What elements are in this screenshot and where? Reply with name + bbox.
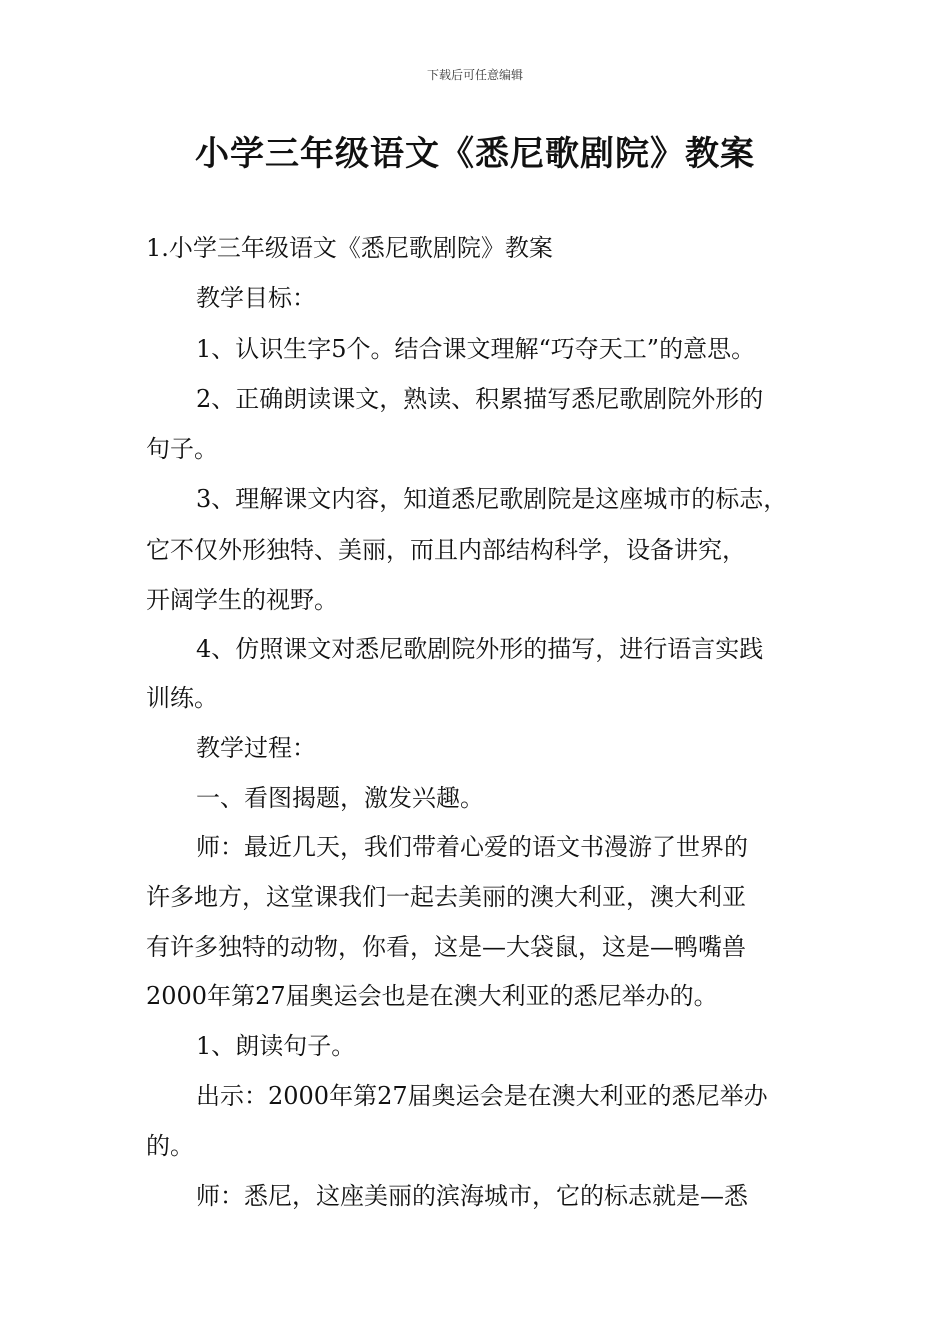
section-heading: 1.小学三年级语文《悉尼歌剧院》教案 bbox=[146, 234, 553, 262]
paragraph-line: 许多地方，这堂课我们一起去美丽的澳大利亚，澳大利亚 bbox=[146, 883, 746, 911]
paragraph-line: 句子。 bbox=[146, 435, 218, 463]
paragraph-line: 的。 bbox=[146, 1132, 194, 1160]
paragraph-line: 一、看图揭题，激发兴趣。 bbox=[196, 784, 484, 812]
paragraph-line: 2、正确朗读课文，熟读、积累描写悉尼歌剧院外形的 bbox=[196, 385, 764, 413]
paragraph-line: 训练。 bbox=[146, 684, 218, 712]
paragraph-line: 1、朗读句子。 bbox=[196, 1032, 356, 1060]
paragraph-line: 教学目标： bbox=[196, 284, 316, 312]
paragraph-line: 师：最近几天，我们带着心爱的语文书漫游了世界的 bbox=[196, 833, 748, 861]
paragraph-line: 出示：2000年第27届奥运会是在澳大利亚的悉尼举办 bbox=[196, 1082, 768, 1110]
paragraph-line: 它不仅外形独特、美丽，而且内部结构科学，设备讲究， bbox=[146, 536, 746, 564]
paragraph-line: 3、理解课文内容，知道悉尼歌剧院是这座城市的标志， bbox=[196, 485, 788, 513]
paragraph-line: 4、仿照课文对悉尼歌剧院外形的描写，进行语言实践 bbox=[196, 635, 764, 663]
document-title: 小学三年级语文《悉尼歌剧院》教案 bbox=[195, 134, 755, 174]
paragraph-line: 1、认识生字5个。结合课文理解“巧夺天工”的意思。 bbox=[196, 335, 756, 363]
paragraph-line: 师：悉尼，这座美丽的滨海城市，它的标志就是—悉 bbox=[196, 1182, 748, 1210]
paragraph-line: 教学过程： bbox=[196, 734, 316, 762]
paragraph-line: 有许多独特的动物，你看，这是—大袋鼠，这是—鸭嘴兽 bbox=[146, 933, 746, 961]
paragraph-line: 2000年第27届奥运会也是在澳大利亚的悉尼举办的。 bbox=[146, 982, 718, 1010]
header-note: 下载后可任意编辑 bbox=[426, 68, 523, 82]
paragraph-line: 开阔学生的视野。 bbox=[146, 586, 338, 614]
